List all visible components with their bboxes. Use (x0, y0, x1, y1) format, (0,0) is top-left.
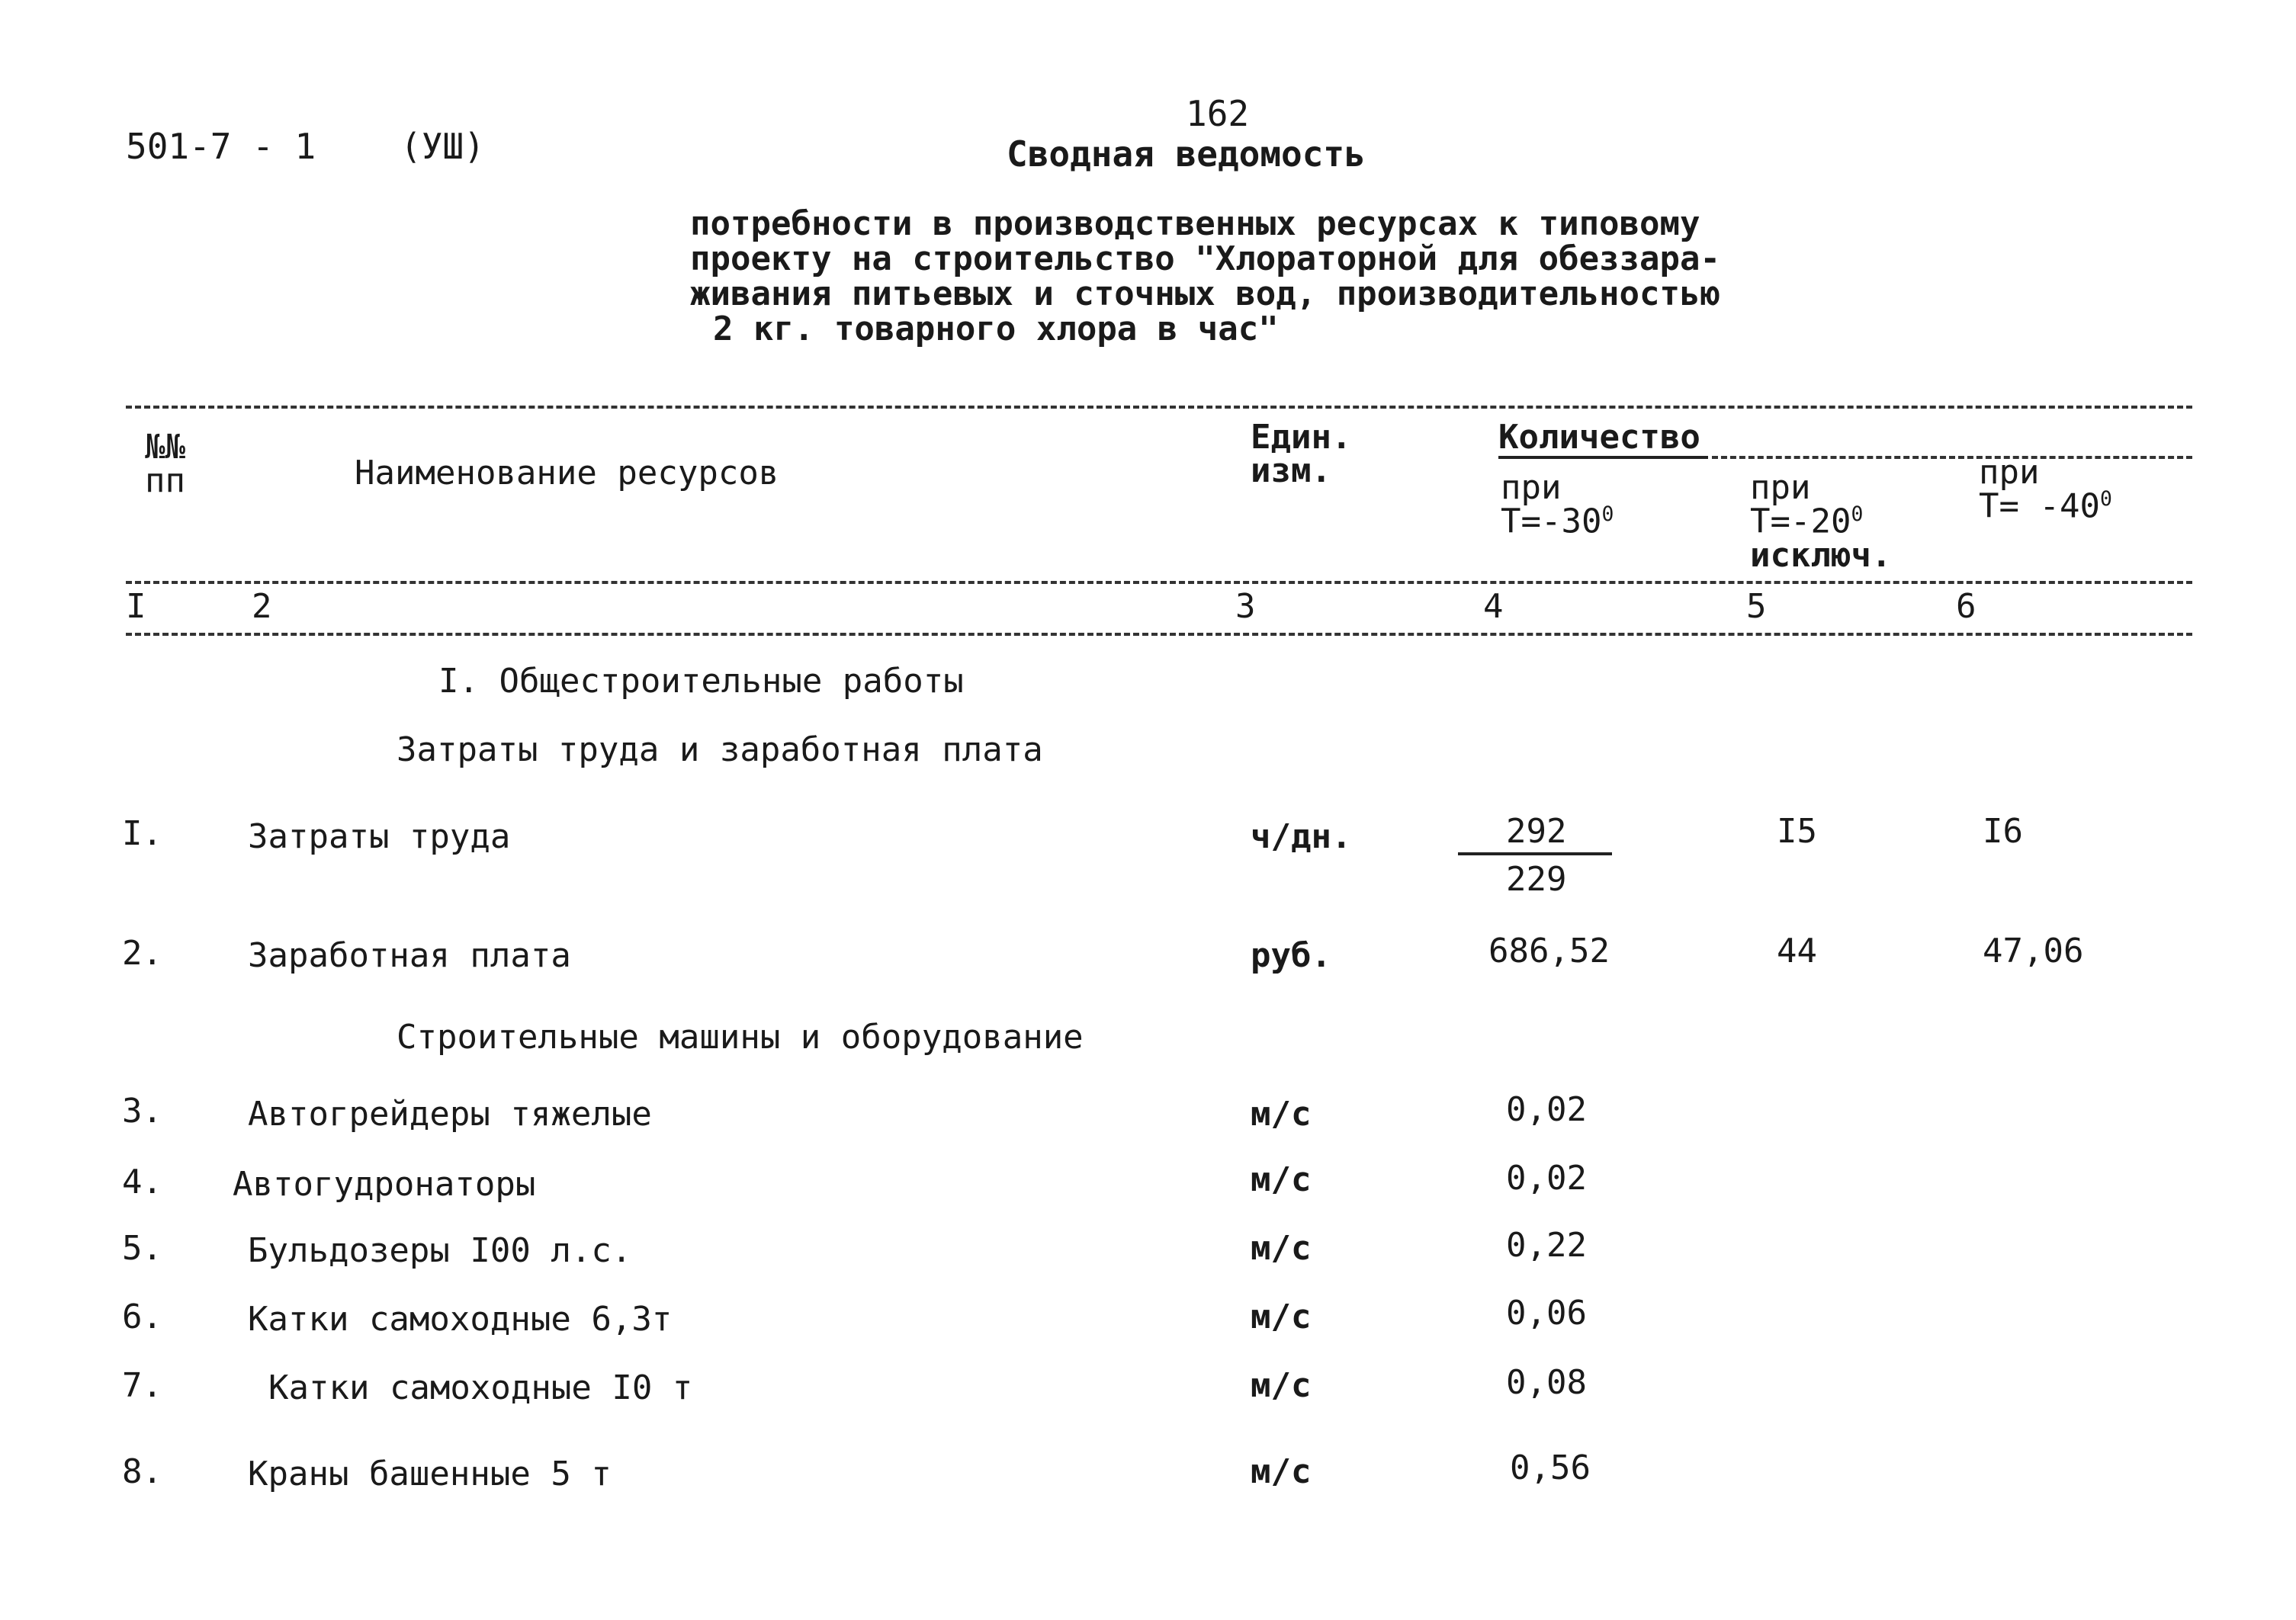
page-title: Сводная ведомость (1007, 133, 1366, 175)
row-unit: руб. (1251, 936, 1331, 975)
column-number: 6 (1956, 587, 1976, 626)
fraction-line (1458, 852, 1612, 855)
page-number: 162 (1186, 93, 1250, 134)
row-name: Катки самоходные I0 т (268, 1368, 693, 1407)
subtitle-line: потребности в производственных ресурсах к типовому (690, 204, 1700, 243)
subsection-title: Затраты труда и заработная плата (397, 730, 1043, 769)
row-number: 4. (122, 1163, 162, 1201)
header-quantity: Количество (1498, 418, 1700, 457)
row-name: Краны башенные 5 т (248, 1455, 612, 1493)
row-unit: м/с (1251, 1095, 1312, 1134)
header-q3: при $Т= -40^0$ (1979, 453, 2112, 526)
row-qty-3: 47,06 (1983, 932, 2084, 970)
section-title: I. Общестроительные работы (438, 662, 964, 701)
row-qty-1: 0,02 (1506, 1159, 1587, 1198)
table-header-rule (126, 581, 2192, 584)
header-quantity-underline (1498, 456, 1708, 459)
row-qty-2: I5 (1777, 812, 1817, 851)
row-qty-1: 0,06 (1506, 1294, 1587, 1333)
column-number: 4 (1483, 587, 1504, 626)
document-code-suffix: (УШ) (400, 126, 485, 167)
row-name: Затраты труда (248, 817, 511, 856)
subsection-title: Строительные машины и оборудование (397, 1018, 1084, 1057)
header-q1: при $Т=-30^0$ (1501, 468, 1614, 541)
row-qty-2: 44 (1777, 932, 1817, 970)
row-number: 5. (122, 1229, 162, 1268)
quantity-header-rule (1712, 456, 2192, 459)
row-qty-1: 0,56 (1510, 1448, 1591, 1487)
row-unit: м/с (1251, 1160, 1312, 1199)
header-number: №№ пп (145, 428, 185, 500)
row-name: Бульдозеры I00 л.с. (248, 1231, 632, 1270)
header-unit: Един. изм. (1251, 418, 1352, 490)
table-number-row-rule (126, 633, 2192, 636)
column-number: 3 (1235, 587, 1256, 626)
row-name: Заработная плата (248, 936, 571, 975)
row-unit: м/с (1251, 1229, 1312, 1268)
header-q2: при $Т=-20^0$ исключ. (1750, 468, 1892, 575)
table-top-rule (126, 406, 2192, 409)
row-unit: м/с (1251, 1298, 1312, 1336)
subtitle-line: живания питьевых и сточных вод, производительностью (690, 274, 1721, 313)
row-qty-1: 0,22 (1506, 1226, 1587, 1265)
row-number: 8. (122, 1452, 162, 1491)
row-name: Катки самоходные 6,3т (248, 1300, 673, 1339)
row-qty-1: 0,02 (1506, 1090, 1587, 1129)
row-qty-1-denominator: 229 (1506, 860, 1567, 899)
document-code: 501-7 - 1 (126, 126, 316, 167)
row-number: 3. (122, 1092, 162, 1131)
row-qty-1: 0,08 (1506, 1363, 1587, 1402)
row-number: 2. (122, 934, 162, 973)
row-number: 7. (122, 1366, 162, 1405)
subtitle-line: проекту на строительство "Хлораторной для обеззара- (690, 239, 1721, 278)
header-resource-name: Наименование ресурсов (355, 454, 779, 492)
row-unit: ч/дн. (1251, 817, 1352, 856)
row-unit: м/с (1251, 1452, 1312, 1491)
row-qty-1: 292 (1506, 812, 1567, 851)
column-number: I (126, 587, 146, 626)
row-name: Автогудронаторы (233, 1165, 536, 1204)
row-unit: м/с (1251, 1366, 1312, 1405)
column-number: 2 (252, 587, 272, 626)
row-number: I. (122, 814, 162, 853)
row-number: 6. (122, 1298, 162, 1336)
row-name: Автогрейдеры тяжелые (248, 1095, 652, 1134)
row-qty-1: 686,52 (1488, 932, 1610, 970)
column-number: 5 (1746, 587, 1767, 626)
row-qty-3: I6 (1983, 812, 2023, 851)
subtitle-line: 2 кг. товарного хлора в час" (713, 310, 1279, 348)
